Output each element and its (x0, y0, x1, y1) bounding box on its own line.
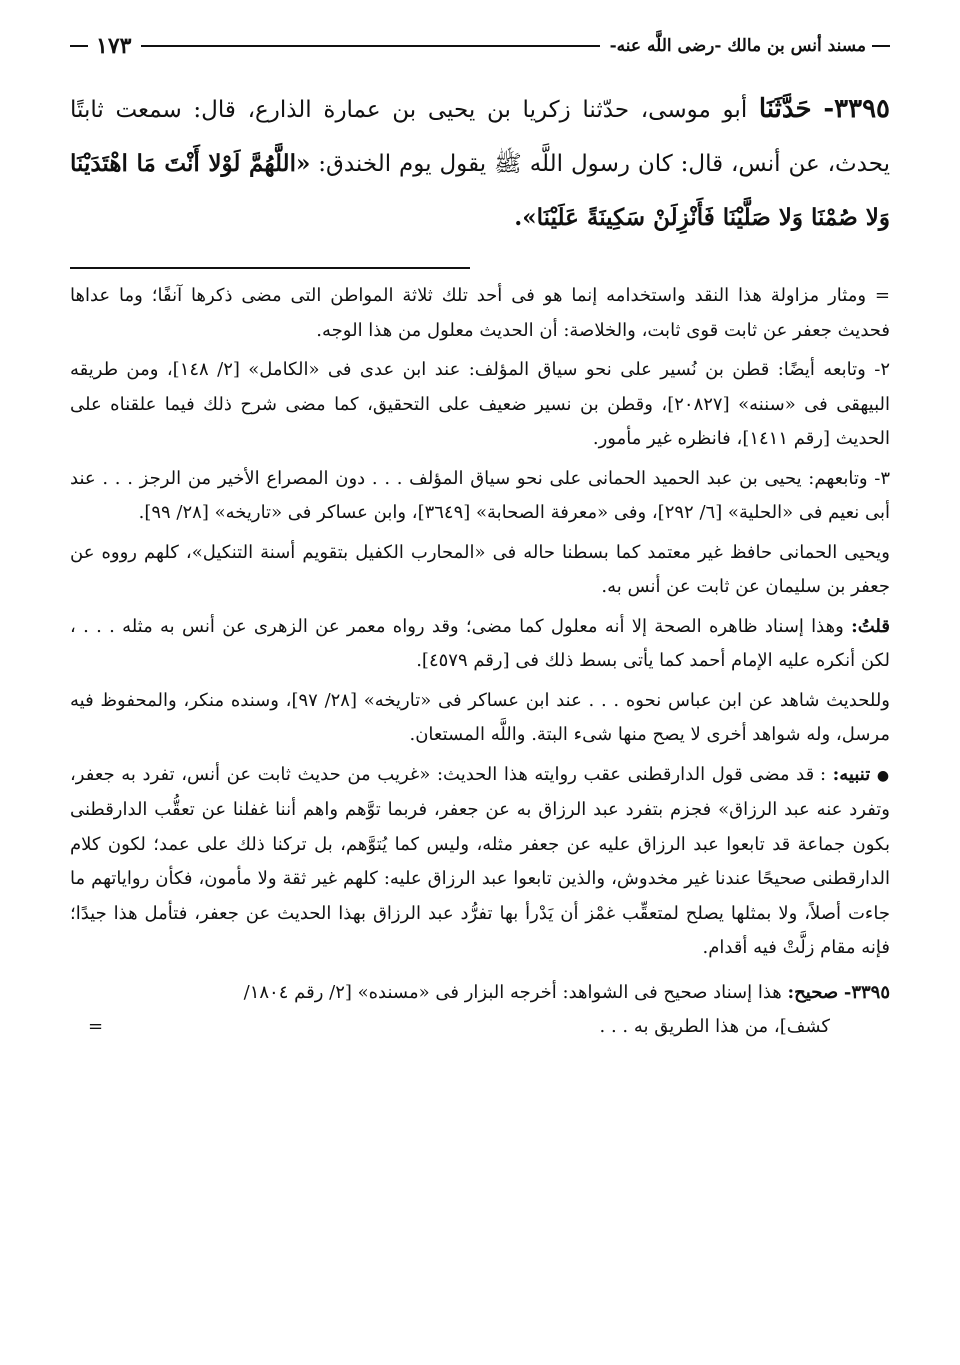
takhrij-text: كشف]، من هذا الطريق به . . . (599, 1016, 830, 1037)
hadith-opening: حَدَّثَنَا (758, 94, 812, 124)
hadith-number: ٣٣٩٥- (823, 94, 890, 124)
takhrij-line (70, 1010, 890, 1045)
hadith-text (70, 82, 890, 245)
header-rule (141, 45, 599, 47)
header-dash (872, 45, 890, 47)
note-lead: تنبيه: (832, 763, 871, 785)
footnote-paragraph: وللحديث شاهد عن ابن عباس نحوه . . . عند ابن عساكر فى «تاريخه» [٢٨/ ٩٧]، وسنده منكر، والمحفوظ فيه مرسل، وله شواهد أخرى لا يصح منها شىء البتة. واللَّه المستعان. (70, 689, 891, 745)
takhrij-text: هذا إسناد صحيح فى الشواهد: أخرجه البزار فى «مسنده» [٢/ رقم ١٨٠٤/ (243, 981, 782, 1003)
note-text: وهذا إسناد ظاهره الصحة إلا أنه معلول كما مضى؛ وقد رواه معمر عن الزهرى عن أنس به مثله . . . ، لكن أنكره عليه الإمام أحمد كما يأتى بسط ذلك فى [رقم ٤٥٧٩]. (70, 615, 890, 671)
takhrij-note (70, 976, 890, 1045)
footnotes (70, 279, 890, 966)
footnote-paragraph (70, 758, 890, 966)
page-number: ١٧٣ (96, 33, 132, 59)
page-header (70, 28, 890, 64)
continuation-mark: = (88, 1016, 104, 1037)
takhrij-number: ٣٣٩٥- (843, 981, 890, 1003)
takhrij-line (70, 976, 890, 1011)
page (70, 28, 890, 1045)
hadith-matn: «اللَّهُمَّ لَوْلا أَنْتَ مَا اهْتَدَيْنَا وَلا صُمْنَا وَلا صَلَّيْنَا فَأَنْزِلَنْ سَكِينَةً عَلَيْنَا». (70, 150, 890, 231)
header-dash (70, 45, 88, 47)
footnote-paragraph: ٣- وتابعهم: يحيى بن عبد الحميد الحمانى على نحو سياق المؤلف . . . دون المصراع الأخير من الرجز . . . عند أبى نعيم فى «الحلية» [٦/ ٢٩٢]، وفى «معرفة الصحابة» [٣٦٤٩]، وابن عساكر فى «تاريخه» [٢٨/ ٩٩]. (70, 467, 890, 523)
footnote-paragraph (70, 610, 890, 679)
takhrij-grade: صحيح: (787, 981, 839, 1003)
footnote-paragraph: = ومثار مزاولة هذا النقد واستخدامه إنما هو فى أحد تلك ثلاثة المواطن التى مضى ذكرها آنفًا؛ وما عداها فحديث جعفر عن ثابت قوى ثابت، والخلاصة: أن الحديث معلول من هذا الوجه. (70, 285, 890, 341)
footnote-paragraph: ٢- وتابعه أيضًا: قطن بن نُسير على نحو سياق المؤلف: عند ابن عدى فى «الكامل» [٢/ ١٤٨]، ومن طريقه البيهقى فى «سننه» [٢٠٨٢٧]، وقطن بن نسير ضعيف على التحقيق، كما مضى شرح ذلك فيما علقناه على الحديث [رقم ١٤١١]، فانظره غير مأمور. (70, 359, 891, 449)
footnote-separator (70, 267, 470, 269)
hadith-isnad: أبو موسى، حدّثنا زكريا بن يحيى بن عمارة الذارع، قال: سمعت ثابتًا يحدث، عن أنس، قال: كان رسول اللَّه ﷺ يقول يوم الخندق: (70, 97, 890, 177)
note-lead: قلتُ: (851, 615, 890, 637)
bullet-icon: ● (876, 767, 890, 784)
footnote-paragraph: ويحيى الحمانى حافظ غير معتمد كما بسطنا حاله فى «المحارب الكفيل بتقويم أسنة التنكيل»، كلهم رووه عن جعفر بن سليمان عن ثابت عن أنس به. (70, 541, 890, 597)
note-text: : قد مضى قول الدارقطنى عقب روايته هذا الحديث: «غريب من حديث ثابت عن أنس، تفرد به جعفر، وتفرد عنه عبد الرزاق» فجزم بتفرد عبد الرزاق به عن جعفر، فربما توَّهم واهم أننا غفلنا عن تعقُّب الدارقطنى بكون جماعة قد تابعوا عبد الرزاق عليه عن جعفر مثله، وليس كما يُتوَّهم، بل تركنا ذلك على عمد؛ لكون كلام الدارقطنى صحيحًا عندنا غير مخدوش، والذين تابعوا عبد الرزاق عليه: كلهم غير ثقة ولا مأمون، فكأن رواياتهم ما جاءت أصلاً، ولا بمثلها يصلح لمتعقِّب غمْز أن يَدْرأ بها تفرُّد عبد الرزاق بهذا الحديث عن جعفر، فتأمل هذا جيدًا؛ فإنه مقام زلَّتْ فيه أقدام. (70, 763, 890, 958)
footnote-separator-wrap (70, 245, 890, 279)
running-title: مسند أنس بن مالك -رضى اللَّه عنه- (609, 36, 866, 56)
